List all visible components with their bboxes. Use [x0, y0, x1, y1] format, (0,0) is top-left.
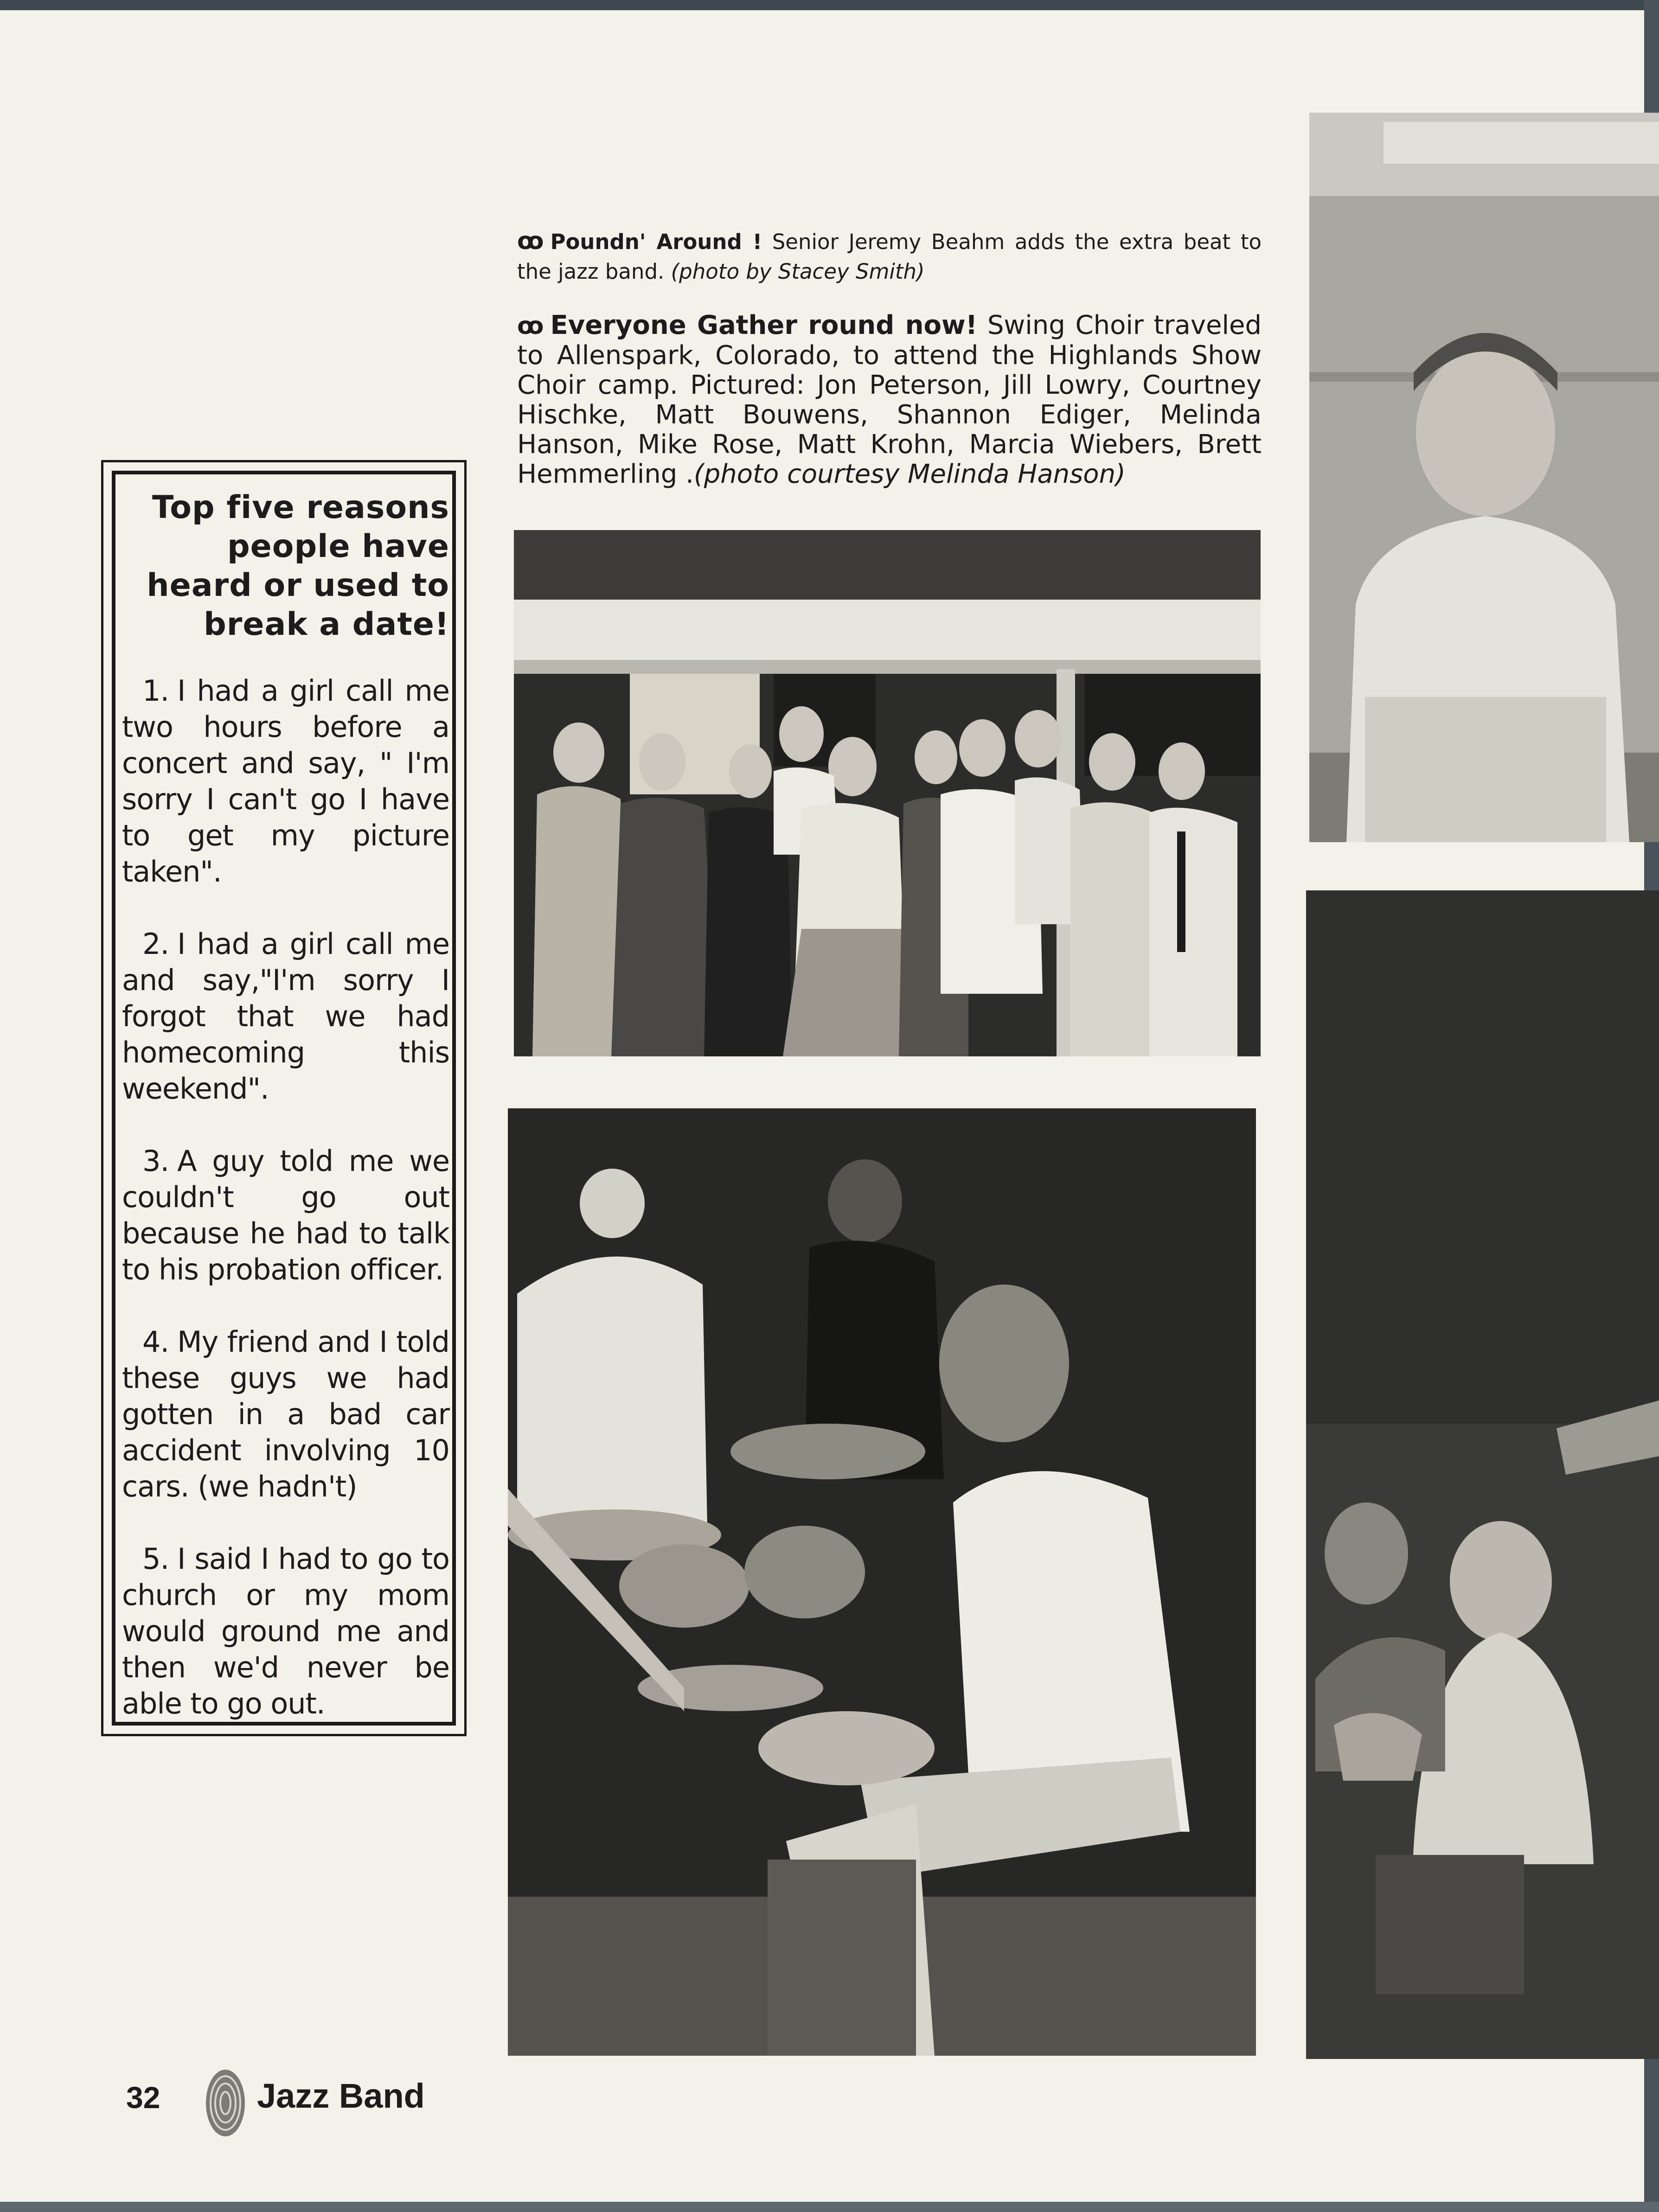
photo-credit: (photo courtesy Melinda Hanson) — [693, 459, 1126, 489]
photo-drummer — [508, 1108, 1256, 2056]
photo-swing-choir — [514, 530, 1261, 1056]
reason-item — [122, 1143, 449, 1288]
binding-edge-top — [0, 0, 1659, 10]
sidebar-title: Top five reasons people have heard or used to break a date! — [147, 489, 449, 643]
caption-drummer — [517, 226, 1262, 287]
photo-band-members — [1306, 890, 1659, 2059]
sidebar-box — [101, 460, 467, 1736]
reason-item — [122, 1541, 449, 1722]
binding-edge-bottom — [0, 2202, 1659, 2212]
caption-body: Senior Jeremy Beahm adds the extra beat to the jazz band. — [517, 230, 1262, 284]
caption-icon: ꝏ — [517, 227, 541, 255]
sidebar-inner — [112, 471, 456, 1726]
reason-number: 2. — [142, 927, 169, 961]
reason-number: 3. — [142, 1144, 169, 1178]
reason-item — [122, 1324, 449, 1505]
caption-headline: Poundn' Around ! — [550, 230, 762, 254]
reason-text: My friend and I told these guys we had gotten in a bad car accident involving 10 cars. (we hadn't) — [122, 1325, 449, 1503]
caption-body: Swing Choir traveled to Allenspark, Colorado, to attend the Highlands Show Choir camp. Pictured: Jon Peterson, Jill Lowry, Courtney Hischke, Matt Bouwens, Shannon Ediger, Melinda Hanson, Mike Rose, Matt Krohn, Marcia Wiebers, Brett Hemmerling . — [517, 310, 1262, 489]
caption-icon: ꝏ — [517, 312, 541, 340]
reason-number: 1. — [142, 674, 169, 708]
reason-item — [122, 926, 449, 1107]
photo-singer — [1309, 113, 1659, 842]
reason-number: 5. — [142, 1542, 169, 1576]
reason-text: I said I had to go to church or my mom would ground me and then we'd never be able to go out. — [122, 1542, 449, 1720]
page-number: 32 — [126, 2080, 160, 2115]
reason-text: A guy told me we couldn't go out because he had to talk to his probation officer. — [122, 1144, 449, 1286]
reason-number: 4. — [142, 1325, 169, 1359]
reason-text: I had a girl call me two hours before a concert and say, " I'm sorry I can't go I have to get my picture taken". — [122, 674, 449, 889]
reason-item — [122, 673, 449, 890]
caption-swing-choir — [517, 311, 1262, 489]
reason-text: I had a girl call me and say,"I'm sorry I forgot that we had homecoming this weekend". — [122, 927, 449, 1106]
photo-credit: (photo by Stacey Smith) — [671, 259, 925, 284]
section-title: Jazz Band — [257, 2077, 425, 2115]
caption-headline: Everyone Gather round now! — [550, 310, 978, 340]
fingerprint-icon — [203, 2066, 248, 2140]
